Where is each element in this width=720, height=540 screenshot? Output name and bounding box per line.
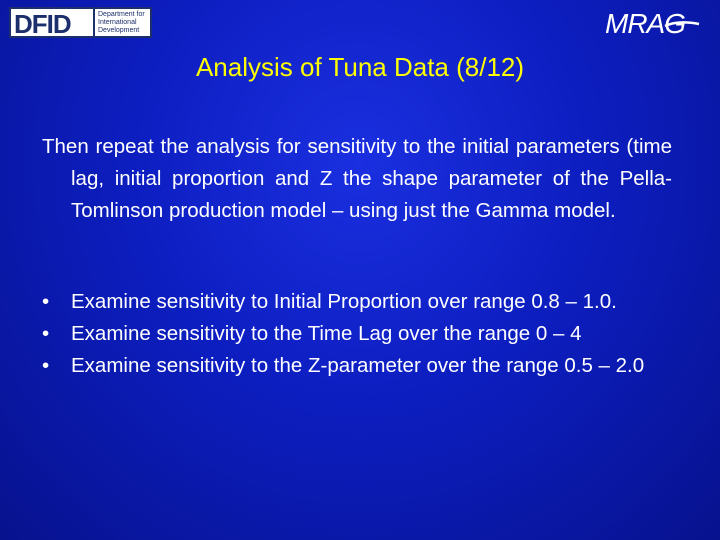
bullet-marker: • <box>42 322 50 345</box>
bullet-list <box>42 286 672 382</box>
bullet-item <box>42 286 672 318</box>
mrag-logo-text: MRAG <box>605 8 685 39</box>
intro-paragraph: Then repeat the analysis for sensitivity to the initial parameters (time lag, initial proportion and Z the shape parameter of the Pella-Tomlinson production model – using just the Gamma model. <box>42 135 672 222</box>
slide-title: Analysis of Tuna Data (8/12) <box>195 52 525 82</box>
bullet-marker: • <box>42 354 50 377</box>
bullet-item <box>42 318 672 350</box>
bullet-text: Examine sensitivity to the Z-parameter over the range 0.5 – 2.0 <box>71 354 645 377</box>
dfid-logo <box>9 7 152 38</box>
bullet-marker: • <box>42 290 50 313</box>
dfid-logo-word: DFID <box>9 7 93 38</box>
bullet-item <box>42 350 672 382</box>
dfid-logo-subtext: Department for International Development <box>93 7 152 38</box>
bullet-text: Examine sensitivity to Initial Proportion over range 0.8 – 1.0. <box>71 290 617 313</box>
bullet-text: Examine sensitivity to the Time Lag over the range 0 – 4 <box>71 322 582 345</box>
mrag-logo <box>603 6 703 40</box>
